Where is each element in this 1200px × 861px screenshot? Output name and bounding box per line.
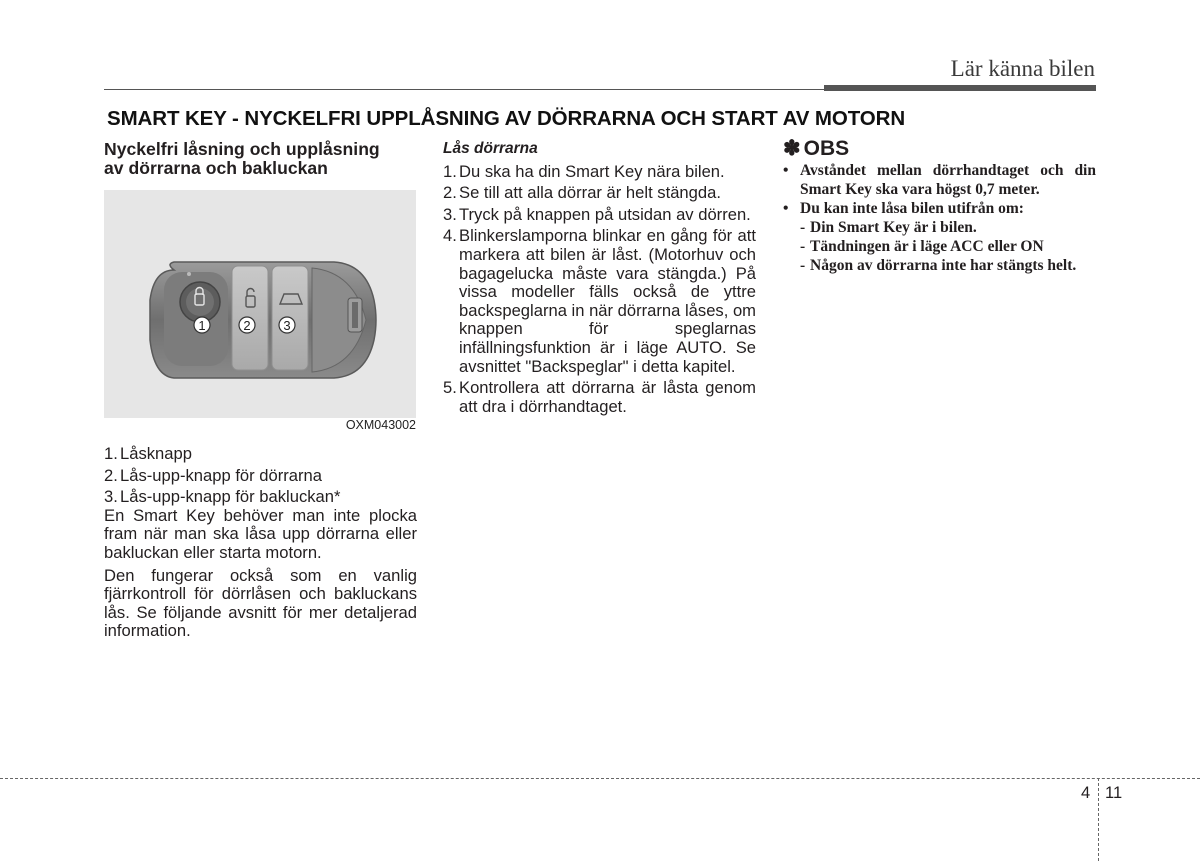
chapter-title: Lär känna bilen (950, 56, 1095, 81)
callout-3-label: 3 (283, 318, 291, 333)
obs-sub-item: - Din Smart Key är i bilen. (800, 218, 977, 236)
obs-sub-item: - Tändningen är i läge ACC eller ON (800, 237, 1044, 255)
callout-2 (239, 317, 255, 333)
callout-1 (194, 317, 210, 333)
chapter-number: 4 (1081, 784, 1091, 802)
smart-key-figure (104, 190, 416, 435)
left-heading (104, 140, 417, 178)
step-item: 2. Se till att alla dörrar är helt stängda. (443, 183, 721, 203)
footer-divider (1098, 778, 1099, 861)
left-heading-line2: av dörrarna och bakluckan (104, 158, 328, 178)
obs-note (783, 161, 1096, 275)
asterisk-icon: ✽ (783, 137, 801, 160)
legend-item: 2. Lås-upp-knapp för dörrarna (104, 465, 323, 485)
callout-1-label: 1 (198, 318, 206, 333)
page-number: 11 (1105, 784, 1123, 802)
section-title: SMART KEY - NYCKELFRI UPPLÅSNING AV DÖRRARNA OCH START AV MOTORN (107, 107, 906, 130)
footer-rule (0, 778, 1200, 779)
legend-item: 1. Låsknapp (104, 444, 192, 463)
obs-sub-item: - Någon av dörrarna inte har stängts helt. (800, 256, 1077, 274)
callout-3 (279, 317, 295, 333)
step-item: 3. Tryck på knappen på utsidan av dörren. (443, 204, 751, 224)
callout-2-label: 2 (243, 318, 251, 333)
intro-paragraph: En Smart Key behöver man inte plocka fram när man ska låsa upp dörrarna eller bakluckan eller starta motorn. (104, 505, 417, 562)
step-item: 5. Kontrollera att dörrarna är låsta genom att dra i dörrhandtaget. (443, 378, 756, 416)
left-column (104, 140, 417, 645)
obs-label: OBS (803, 137, 850, 160)
middle-column (443, 140, 756, 416)
header-rule (104, 89, 824, 90)
obs-heading (783, 137, 1096, 160)
step-item: 1. Du ska ha din Smart Key nära bilen. (443, 161, 725, 181)
legend-list (104, 445, 417, 507)
remote-paragraph: Den fungerar också som en vanlig fjärrkontroll för dörrlåsen och bakluckans lås. Se följande avsnitt för mer detaljerad information. (104, 565, 417, 641)
obs-bullet: • Avståndet mellan dörrhandtaget och din Smart Key ska vara högst 0,7 meter. (783, 161, 1096, 198)
legend-item: 3. Lås-upp-knapp för bakluckan* (104, 487, 341, 507)
header-rule-accent (824, 85, 1096, 91)
lock-doors-heading: Lås dörrarna (443, 140, 538, 157)
smart-key-illustration (104, 190, 416, 418)
right-column (783, 137, 1096, 275)
obs-bullet: • Du kan inte låsa bilen utifrån om: (783, 199, 1024, 217)
figure-code: OXM043002 (345, 418, 416, 433)
lock-steps-list (443, 163, 756, 417)
left-heading-line1: Nyckelfri låsning och upplåsning (104, 139, 380, 159)
step-item: 4. Blinkerslamporna blinkar en gång för att markera att bilen är låst. (Motorhuv och bagagelucka måste vara stängda.) På vissa modeller fälls också de yttre backspeglarna in när dörrarna låses, om knappen för speglarnas infällningsfunktion är i läge AUTO. Se avsnittet "Backspeglar" i detta kapitel. (443, 226, 757, 376)
